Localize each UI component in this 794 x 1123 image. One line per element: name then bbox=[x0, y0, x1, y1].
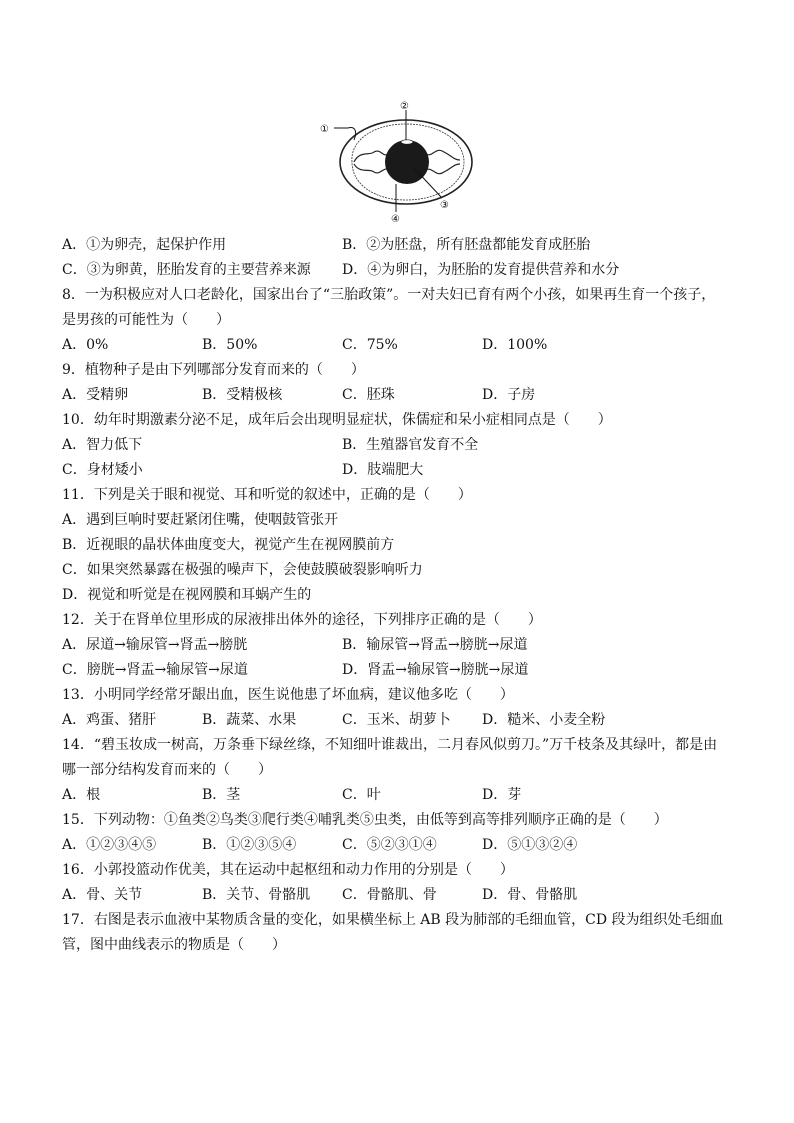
q15-option-c: C．⑤②③①④ bbox=[342, 837, 437, 853]
q13-stem: 13．小明同学经常牙龈出血，医生说他患了坏血病，建议他多吃（ ） bbox=[62, 687, 514, 703]
q15-option-b: B．①②③⑤④ bbox=[202, 837, 297, 853]
q12-option-a: A．尿道→输尿管→肾盂→膀胱 bbox=[62, 637, 248, 653]
egg-structure-figure bbox=[314, 100, 480, 224]
q14-option-c: C．叶 bbox=[342, 787, 381, 803]
q10-stem: 10．幼年时期激素分泌不足，成年后会出现明显症状，侏儒症和呆小症相同点是（ ） bbox=[62, 412, 612, 428]
q10-option-c: C．身材矮小 bbox=[62, 462, 143, 478]
chalaza-left-lower bbox=[354, 164, 388, 173]
q13-option-d: D．糙米、小麦全粉 bbox=[482, 712, 606, 728]
callout-4: ④ bbox=[391, 214, 400, 224]
q7-option-c: C．③为卵黄，胚胎发育的主要营养来源 bbox=[62, 262, 311, 278]
q16-stem: 16．小郭投篮动作优美，其在运动中起枢纽和动力作用的分别是（ ） bbox=[62, 862, 514, 878]
q14-option-a: A．根 bbox=[62, 787, 101, 803]
q11-option-a: A．遇到巨响时要赶紧闭住嘴，使咽鼓管张开 bbox=[62, 512, 339, 528]
q7-option-d: D．④为卵白，为胚胎的发育提供营养和水分 bbox=[342, 262, 620, 278]
q15-option-a: A．①②③④⑤ bbox=[62, 837, 157, 853]
q12-option-d: D．肾盂→输尿管→膀胱→尿道 bbox=[342, 662, 529, 678]
q7-option-a: A．①为卵壳，起保护作用 bbox=[62, 237, 227, 253]
q15-stem: 15．下列动物：①鱼类②鸟类③爬行类④哺乳类⑤虫类，由低等到高等排列顺序正确的是（ ） bbox=[62, 812, 668, 828]
q9-stem: 9．植物种子是由下列哪部分发育而来的（ ） bbox=[62, 362, 365, 378]
q12-stem: 12．关于在肾单位里形成的尿液排出体外的途径，下列排序正确的是（ ） bbox=[62, 612, 542, 628]
q13-option-b: B．蔬菜、水果 bbox=[202, 712, 297, 728]
q11-option-d: D．视觉和听觉是在视网膜和耳蜗产生的 bbox=[62, 587, 312, 603]
q10-option-b: B．生殖器官发育不全 bbox=[342, 437, 479, 453]
q11-stem: 11．下列是关于眼和视觉、耳和听觉的叙述中，正确的是（ ） bbox=[62, 487, 472, 503]
q9-option-c: C．胚珠 bbox=[342, 387, 395, 403]
germinal-disc bbox=[401, 140, 413, 144]
q14-option-d: D．芽 bbox=[482, 787, 522, 803]
q16-option-b: B．关节、骨骼肌 bbox=[202, 887, 311, 903]
q9-option-d: D．子房 bbox=[482, 387, 536, 403]
q12-option-b: B．输尿管→肾盂→膀胱→尿道 bbox=[342, 637, 528, 653]
q9-option-a: A．受精卵 bbox=[62, 387, 129, 403]
callout-1: ① bbox=[320, 124, 329, 135]
q16-option-a: A．骨、关节 bbox=[62, 887, 143, 903]
q8-option-a: A．0% bbox=[62, 337, 109, 353]
q11-option-c: C．如果突然暴露在极强的噪声下，会使鼓膜破裂影响听力 bbox=[62, 562, 423, 578]
q8-stem-line2: 是男孩的可能性为（ ） bbox=[62, 312, 230, 328]
callout-2: ② bbox=[400, 101, 409, 112]
q11-option-b: B．近视眼的晶状体曲度变大，视觉产生在视网膜前方 bbox=[62, 537, 395, 553]
chalaza-right bbox=[426, 150, 460, 160]
chalaza-left bbox=[354, 151, 388, 162]
q8-option-d: D．100% bbox=[482, 337, 548, 353]
q16-option-d: D．骨、骨骼肌 bbox=[482, 887, 578, 903]
q8-option-b: B．50% bbox=[202, 337, 258, 353]
q14-option-b: B．茎 bbox=[202, 787, 241, 803]
q14-stem-line1: 14．“碧玉妆成一树高，万条垂下绿丝绦，不知细叶谁裁出，二月春风似剪刀。”万千枝条及其绿叶，都是由 bbox=[62, 737, 718, 753]
q15-option-d: D．⑤①③②④ bbox=[482, 837, 578, 853]
q12-option-c: C．膀胱→肾盂→输尿管→尿道 bbox=[62, 662, 248, 678]
chalaza-right-lower bbox=[426, 164, 460, 174]
q9-option-b: B．受精极核 bbox=[202, 387, 283, 403]
q8-option-c: C．75% bbox=[342, 337, 398, 353]
q16-option-c: C．骨骼肌、骨 bbox=[342, 887, 437, 903]
q17-stem-line2: 管，图中曲线表示的物质是（ ） bbox=[62, 937, 286, 953]
q10-option-a: A．智力低下 bbox=[62, 437, 143, 453]
callout-3: ③ bbox=[440, 200, 449, 211]
q13-option-c: C．玉米、胡萝卜 bbox=[342, 712, 451, 728]
q13-option-a: A．鸡蛋、猪肝 bbox=[62, 712, 157, 728]
q10-option-d: D．肢端肥大 bbox=[342, 462, 424, 478]
q14-stem-line2: 哪一部分结构发育而来的（ ） bbox=[62, 762, 272, 778]
q7-option-b: B．②为胚盘，所有胚盘都能发育成胚胎 bbox=[342, 237, 591, 253]
q8-stem-line1: 8．一为积极应对人口老龄化，国家出台了“三胎政策”。一对夫妇已育有两个小孩，如果再生育一个孩子， bbox=[62, 287, 716, 303]
q17-stem-line1: 17．右图是表示血液中某物质含量的变化，如果横坐标上 AB 段为肺部的毛细血管，CD 段为组织处毛细血 bbox=[62, 912, 724, 928]
